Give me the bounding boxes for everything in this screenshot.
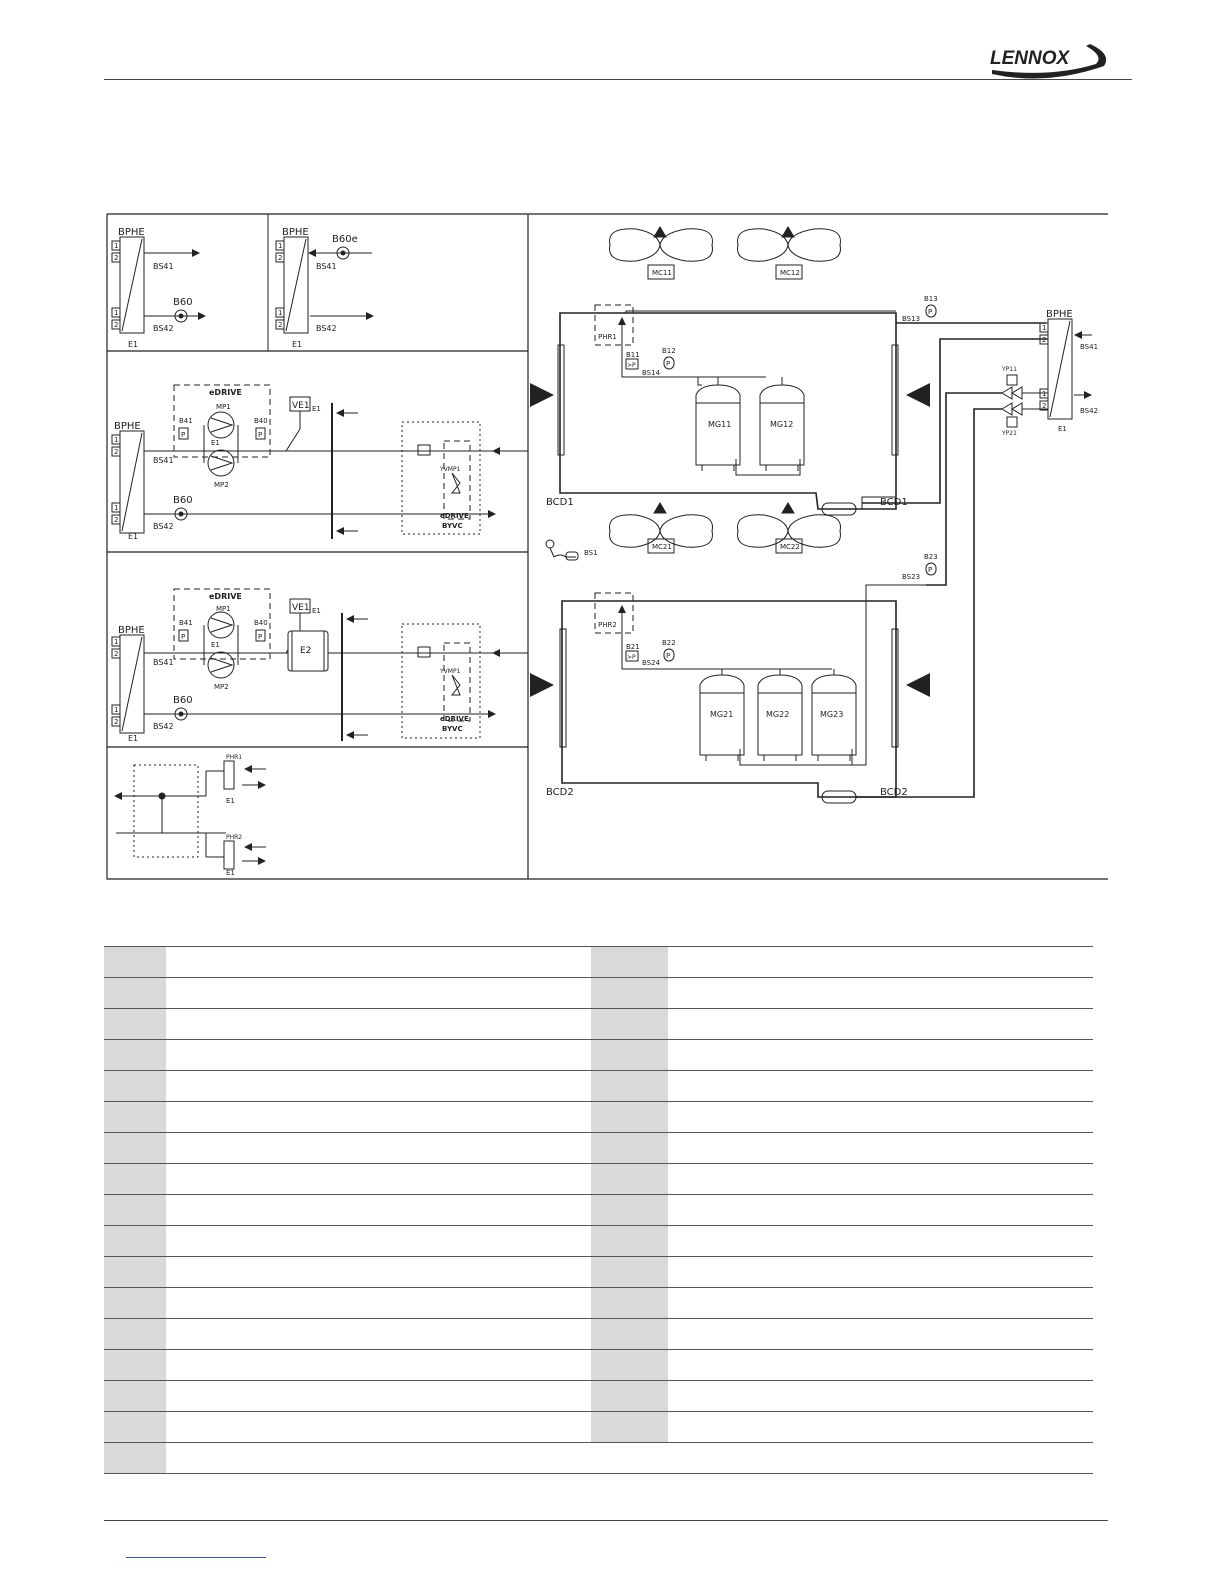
table-row [104, 1257, 1093, 1288]
svg-text:1: 1 [114, 242, 119, 250]
table-row [104, 1009, 1093, 1040]
main-refrigerant-circuit [538, 227, 1098, 803]
fan-mc22 [738, 503, 841, 553]
svg-text:E1: E1 [128, 340, 139, 349]
compressor-mg12 [760, 385, 804, 471]
compressor-mg22 [758, 675, 802, 761]
svg-text:BYVC: BYVC [442, 725, 463, 733]
svg-text:PHR2: PHR2 [598, 621, 617, 629]
svg-text:E1: E1 [128, 532, 139, 541]
logo-text: LENNOX [990, 48, 1070, 69]
svg-text:1: 1 [278, 309, 283, 317]
svg-text:B60e: B60e [332, 234, 358, 245]
svg-text:B40: B40 [254, 417, 268, 425]
svg-text:E1: E1 [292, 340, 303, 349]
svg-text:BS14: BS14 [642, 369, 661, 377]
svg-text:BCD2: BCD2 [546, 787, 574, 798]
svg-text:B60: B60 [173, 695, 193, 706]
svg-text:BS42: BS42 [153, 324, 174, 333]
svg-text:B23: B23 [924, 553, 938, 561]
svg-text:2: 2 [114, 254, 119, 262]
svg-text:PHR2: PHR2 [226, 834, 243, 841]
svg-text:BPHE: BPHE [118, 227, 145, 238]
svg-text:BCD1: BCD1 [880, 497, 908, 508]
svg-text:MG21: MG21 [710, 710, 734, 719]
svg-text:MC12: MC12 [780, 269, 800, 277]
svg-text:BS41: BS41 [1080, 343, 1099, 351]
svg-text:VE1: VE1 [292, 603, 310, 613]
svg-text:MG12: MG12 [770, 420, 794, 429]
svg-text:1: 1 [1042, 324, 1047, 332]
svg-text:B40: B40 [254, 619, 268, 627]
svg-text:BPHE: BPHE [114, 421, 141, 432]
svg-text:PHR1: PHR1 [226, 754, 243, 761]
svg-text:BS41: BS41 [153, 658, 174, 667]
svg-text:BCD1: BCD1 [546, 497, 574, 508]
header-divider [104, 79, 1132, 80]
compressor-mg21 [700, 675, 744, 761]
svg-text:PHR1: PHR1 [598, 333, 617, 341]
table-row [104, 1226, 1093, 1257]
svg-text:BS23: BS23 [902, 573, 921, 581]
table-row [104, 1288, 1093, 1319]
svg-text:2: 2 [278, 321, 283, 329]
svg-text:2: 2 [114, 718, 119, 726]
svg-text:MG23: MG23 [820, 710, 844, 719]
svg-text:eDRIVE: eDRIVE [209, 592, 242, 601]
svg-text:2: 2 [278, 254, 283, 262]
svg-text:E1: E1 [226, 869, 235, 877]
svg-text:BS13: BS13 [902, 315, 921, 323]
svg-text:BS1: BS1 [584, 549, 598, 557]
svg-text:1: 1 [1042, 390, 1047, 398]
svg-text:BPHE: BPHE [282, 227, 309, 238]
svg-text:BS42: BS42 [316, 324, 337, 333]
table-row [104, 1040, 1093, 1071]
fan-mc11 [610, 227, 713, 279]
fan-mc21 [610, 503, 713, 553]
panel1-left-hx [112, 227, 204, 349]
svg-text:MP1: MP1 [216, 605, 231, 613]
svg-text:B13: B13 [924, 295, 938, 303]
svg-text:B21: B21 [626, 643, 640, 651]
table-row [104, 947, 1093, 978]
compressor-mg11 [696, 385, 740, 471]
fan-mc12 [738, 227, 841, 279]
svg-text:P: P [666, 360, 671, 368]
svg-text:BS41: BS41 [153, 262, 174, 271]
svg-text:MG22: MG22 [766, 710, 790, 719]
svg-text:P: P [181, 633, 186, 641]
svg-text:BPHE: BPHE [1046, 309, 1073, 320]
svg-text:BS42: BS42 [153, 722, 174, 731]
svg-text:P: P [928, 308, 933, 316]
svg-text:1: 1 [114, 309, 119, 317]
svg-text:BS41: BS41 [153, 456, 174, 465]
table-row [104, 1412, 1093, 1443]
svg-text:B41: B41 [179, 417, 193, 425]
svg-text:BPHE: BPHE [118, 625, 145, 636]
svg-text:P: P [928, 566, 933, 574]
svg-text:VE1: VE1 [292, 401, 310, 411]
svg-text:E1: E1 [128, 734, 139, 743]
svg-text:YP21: YP21 [1002, 430, 1017, 437]
svg-text:B12: B12 [662, 347, 676, 355]
svg-text:1: 1 [114, 638, 119, 646]
svg-text:E1: E1 [1058, 425, 1067, 433]
svg-text:B60: B60 [173, 297, 193, 308]
svg-text:P: P [258, 431, 263, 439]
svg-text:2: 2 [1042, 402, 1047, 410]
svg-text:P: P [258, 633, 263, 641]
table-row [104, 1164, 1093, 1195]
svg-text:BS42: BS42 [153, 522, 174, 531]
svg-text:MC11: MC11 [652, 269, 672, 277]
svg-text:2: 2 [114, 321, 119, 329]
bphe-main [1040, 309, 1098, 433]
svg-text:P: P [181, 431, 186, 439]
valve-yp21 [1001, 403, 1022, 437]
panel1-right-hx [276, 227, 372, 349]
panel3-pump-tank-module [112, 589, 528, 743]
footer-link-underline[interactable] [126, 1557, 266, 1558]
svg-text:BS42: BS42 [1080, 407, 1099, 415]
svg-text:B11: B11 [626, 351, 640, 359]
svg-text:BS24: BS24 [642, 659, 661, 667]
svg-text:BCD2: BCD2 [880, 787, 908, 798]
svg-text:E1: E1 [211, 641, 220, 649]
svg-text:E1: E1 [211, 439, 220, 447]
table-row [104, 1350, 1093, 1381]
table-row [104, 1319, 1093, 1350]
svg-text:E1: E1 [312, 607, 321, 615]
svg-text:MP2: MP2 [214, 683, 229, 691]
svg-text:2: 2 [1042, 336, 1047, 344]
svg-text:YP11: YP11 [1002, 366, 1017, 373]
svg-text:MC22: MC22 [780, 543, 800, 551]
panel4-heat-recovery [116, 754, 266, 877]
svg-text:1: 1 [114, 706, 119, 714]
table-row [104, 1133, 1093, 1164]
svg-text:YVMP1: YVMP1 [440, 466, 461, 473]
svg-text:1: 1 [278, 242, 283, 250]
table-row [104, 1443, 1093, 1474]
svg-text:2: 2 [114, 650, 119, 658]
compressor-mg23 [812, 675, 856, 761]
footer-divider [104, 1520, 1108, 1521]
table-row [104, 1071, 1093, 1102]
svg-text:eDRIVE: eDRIVE [209, 388, 242, 397]
valve-yp11 [1001, 366, 1022, 399]
svg-text:MP2: MP2 [214, 481, 229, 489]
svg-text:B41: B41 [179, 619, 193, 627]
table-row [104, 1195, 1093, 1226]
table-row [104, 978, 1093, 1009]
svg-text:1: 1 [114, 504, 119, 512]
refrigerant-circuit-diagram [106, 213, 1110, 881]
svg-text:eDRIVE: eDRIVE [440, 512, 469, 520]
svg-text:E1: E1 [226, 797, 235, 805]
panel2-pump-module [112, 385, 528, 541]
legend-table [104, 946, 1093, 1474]
svg-text:>P: >P [627, 654, 636, 661]
table-row [104, 1381, 1093, 1412]
svg-text:BS41: BS41 [316, 262, 337, 271]
svg-text:2: 2 [114, 448, 119, 456]
table-row [104, 1102, 1093, 1133]
svg-text:MC21: MC21 [652, 543, 672, 551]
svg-text:E2: E2 [300, 646, 312, 656]
svg-text:2: 2 [114, 516, 119, 524]
svg-text:>P: >P [627, 362, 636, 369]
svg-text:P: P [666, 652, 671, 660]
svg-text:YVMP1: YVMP1 [440, 668, 461, 675]
svg-text:BYVC: BYVC [442, 522, 463, 530]
svg-text:B22: B22 [662, 639, 676, 647]
svg-text:B60: B60 [173, 495, 193, 506]
svg-text:E1: E1 [312, 405, 321, 413]
svg-text:MG11: MG11 [708, 420, 732, 429]
svg-text:1: 1 [114, 436, 119, 444]
svg-text:eDRIVE: eDRIVE [440, 715, 469, 723]
lennox-logo [986, 36, 1116, 80]
svg-text:MP1: MP1 [216, 403, 231, 411]
